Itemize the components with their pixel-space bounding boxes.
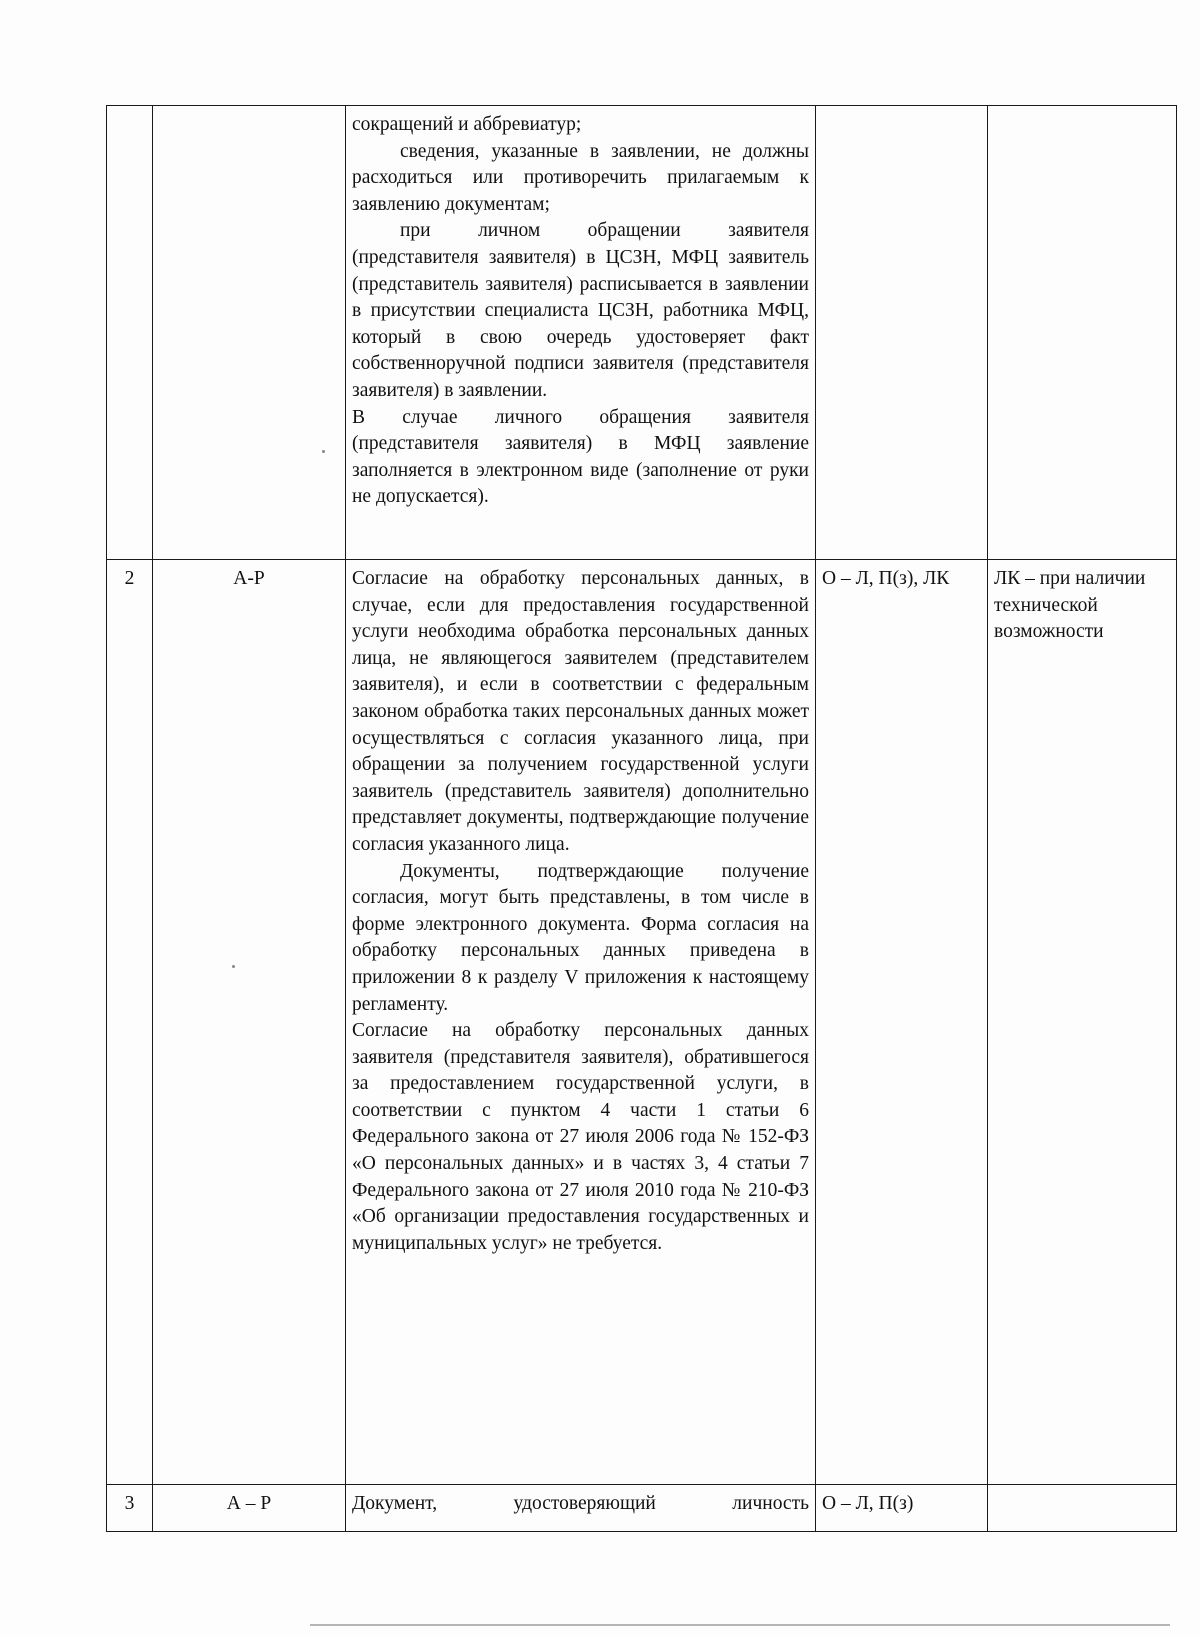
description-paragraph: В случае личного обращения заявителя (представителя заявителя) в МФЦ заявление заполняется в электронном виде (заполнение от руки не допускается). [352, 406, 809, 508]
submission-form-cell: О – Л, П(з) [816, 1485, 988, 1532]
description-paragraph: Согласие на обработку персональных данных заявителя (представителя заявителя), обратившегося за предоставлением государственной услуги, в соответствии с пунктом 4 части 1 статьи 6 Федерального закона от 27 июля 2006 года № 152-ФЗ «О персональных данных» и в частях 3, 4 статьи 7 Федерального закона от 27 июля 2010 года № 210-ФЗ «Об организации предоставления государственных и муниципальных услуг» не требуется. [352, 1020, 809, 1254]
description-paragraph: сокращений и аббревиатур; [352, 114, 582, 135]
scan-artifact-dot [322, 450, 325, 453]
description-paragraph: при личном обращении заявителя (представителя заявителя) в ЦСЗН, МФЦ заявитель (представитель заявителя) расписывается в заявлении в присутствии специалиста ЦСЗН, работника МФЦ, который в свою очередь удостоверяет факт собственноручной подписи заявителя (представителя заявителя) в заявлении. [352, 220, 809, 401]
submission-form-cell [816, 106, 988, 560]
applicant-code-cell: А-Р [153, 560, 346, 1485]
document-description-cell [346, 560, 816, 1485]
document-description-cell [346, 1485, 816, 1532]
description-paragraph: сведения, указанные в заявлении, не должны расходиться или противоречить прилагаемым к заявлению документам; [352, 140, 809, 215]
scan-artifact-dot [232, 965, 235, 968]
description-paragraph: Документы, подтверждающие получение согласия, могут быть представлены, в том числе в форме электронного документа. Форма согласия на обработку персональных данных приведена в приложении 8 к разделу V приложения к настоящему регламенту. [352, 860, 809, 1015]
row-number-cell [107, 106, 153, 560]
row-number-cell: 3 [107, 1485, 153, 1532]
applicant-code-cell [153, 106, 346, 560]
description-paragraph: Документ, удостоверяющий личность [352, 1493, 809, 1514]
scan-artifact-line [310, 1624, 1170, 1626]
table-row [107, 1485, 1177, 1532]
table-row [107, 560, 1177, 1485]
note-cell [988, 1485, 1177, 1532]
description-paragraph: Согласие на обработку персональных данных, в случае, если для предоставления государственной услуги необходима обработка персональных данных лица, не являющегося заявителем (представителем заявителя), и если в соответствии с федеральным законом обработка таких персональных данных может осуществляться с согласия указанного лица, при обращении за получением государственной услуги заявитель (представитель заявителя) дополнительно представляет документы, подтверждающие получение согласия указанного лица. [352, 568, 809, 855]
document-table [106, 105, 1177, 1532]
note-cell [988, 106, 1177, 560]
document-description-cell [346, 106, 816, 560]
applicant-code-cell: А – Р [153, 1485, 346, 1532]
submission-form-cell: О – Л, П(з), ЛК [816, 560, 988, 1485]
row-number-cell: 2 [107, 560, 153, 1485]
note-cell: ЛК – при наличии технической возможности [988, 560, 1177, 1485]
table-row [107, 106, 1177, 560]
